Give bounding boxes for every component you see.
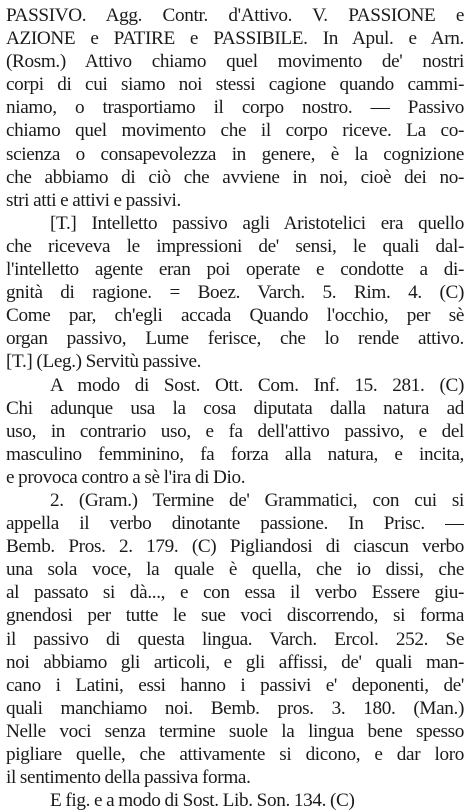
- entry-line: stri atti e attivi e passivi.: [6, 189, 181, 211]
- entry-line: organ passivo, Lume ferisce, che lo rende attivo.: [6, 328, 464, 350]
- entry-line: gnità di ragione. = Boez. Varch. 5. Rim. 4. (C): [6, 282, 464, 304]
- entry-line: quali manchiamo noi. Bemb. pros. 3. 180. (Man.): [6, 697, 464, 719]
- entry-line: il passivo di questa lingua. Varch. Ercol. 252. Se: [6, 628, 464, 650]
- entry-line: (Rosm.) Attivo chiamo quel movimento de' nostri: [6, 51, 464, 73]
- entry-line: l'intelletto agente eran poi operate e condotte a di-: [6, 259, 464, 281]
- entry-text: [6, 4, 464, 812]
- entry-line: niamo, o trasportiamo il corpo nostro. — Passivo: [6, 97, 464, 119]
- entry-line: Chi adunque usa la cosa diputata dalla natura ad: [6, 397, 464, 419]
- entry-line: chiamo quel movimento che il corpo riceve. La co-: [6, 120, 464, 142]
- entry-line: Bemb. Pros. 2. 179. (C) Pigliandosi di ciascun verbo: [6, 536, 464, 558]
- entry-line: il sentimento della passiva forma.: [6, 767, 251, 789]
- entry-line: una sola voce, la quale è quella, che io dissi, che: [6, 559, 464, 581]
- entry-line: AZIONE e PATIRE e PASSIBILE. In Apul. e Arn.: [6, 28, 464, 50]
- entry-line: e provoca contro a sè l'ira di Dio.: [6, 466, 246, 488]
- entry-line: masculino femminino, fa forza alla natura, e incita,: [6, 443, 464, 465]
- entry-line: appella il verbo dinotante passione. In Prisc. —: [6, 513, 464, 535]
- entry-line: uso, in contrario uso, e fa dell'attivo passivo, e del: [6, 420, 464, 442]
- entry-line: Come par, ch'egli accada Quando l'occhio, per sè: [6, 305, 464, 327]
- entry-line: 2. (Gram.) Termine de' Grammatici, con cui si: [50, 489, 464, 511]
- entry-line: scienza o consapevolezza in genere, è la cognizione: [6, 143, 464, 165]
- entry-line: gnendosi per tutte le sue voci discorrendo, si forma: [6, 605, 464, 627]
- entry-line: [T.] Intelletto passivo agli Aristotelici era quello: [50, 212, 464, 234]
- entry-line: corpi di cui siamo noi stessi cagione quando cammi-: [6, 74, 464, 96]
- entry-line: PASSIVO. Agg. Contr. d'Attivo. V. PASSIONE e: [6, 5, 464, 26]
- entry-line: [T.] (Leg.) Servitù passive.: [6, 351, 202, 373]
- entry-line: noi abbiamo gli articoli, e gli affissi, de' quali man-: [6, 651, 464, 673]
- entry-line: pigliare quelle, che attivamente si dicono, e dar loro: [6, 744, 464, 765]
- entry-line: che riceveva le impressioni de' sensi, le quali dal-: [6, 235, 464, 257]
- entry-line: che abbiamo di ciò che avviene in noi, cioè dei no-: [6, 166, 464, 188]
- entry-line: al passato si dà..., e con essa il verbo Essere giu-: [6, 582, 464, 604]
- entry-line: E fig. e a modo di Sost. Lib. Son. 134. (C): [50, 790, 355, 812]
- entry-line: cano i Latini, essi hanno i passivi e' deponenti, de': [6, 674, 464, 696]
- entry-line: Nelle voci senza termine suole la lingua bene spesso: [6, 720, 464, 742]
- entry-line: A modo di Sost. Ott. Com. Inf. 15. 281. (C): [50, 374, 464, 396]
